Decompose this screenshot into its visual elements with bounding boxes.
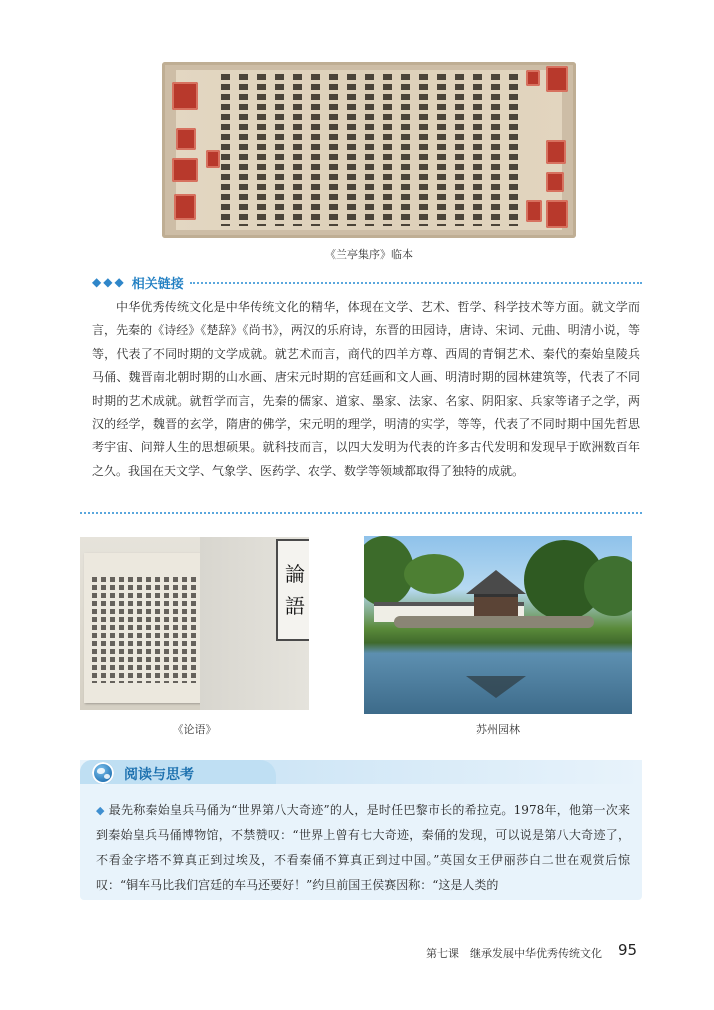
calligraphy-column [455, 74, 464, 226]
book-cover [200, 537, 309, 710]
globe-icon [92, 762, 114, 784]
seal-stamp [546, 172, 564, 192]
reading-paragraph [96, 798, 630, 898]
dotted-divider [190, 282, 642, 284]
diamond-icon: ◆◆◆ [92, 275, 126, 289]
book-title-char: 論 [285, 562, 305, 586]
pavilion-reflection [466, 676, 526, 698]
tree [404, 554, 464, 594]
book-title-char: 語 [285, 594, 305, 618]
rocks [394, 616, 594, 628]
book-page [84, 553, 204, 703]
calligraphy-column [221, 74, 230, 226]
calligraphy-column [491, 74, 500, 226]
seal-stamp [546, 200, 568, 228]
calligraphy-column [275, 74, 284, 226]
calligraphy-column [401, 74, 410, 226]
seal-stamp [546, 66, 568, 92]
seal-stamp [174, 194, 196, 220]
seal-stamp [176, 128, 196, 150]
seal-stamp [172, 82, 198, 110]
footer-lesson-title: 第七课 继承发展中华优秀传统文化 [426, 947, 602, 960]
lunyu-caption: 《论语》 [172, 723, 217, 736]
calligraphy-column [239, 74, 248, 226]
dotted-divider [80, 512, 642, 514]
calligraphy-column [383, 74, 392, 226]
calligraphy-column [257, 74, 266, 226]
related-link-title: 相关链接 [131, 276, 184, 292]
reading-title: 阅读与思考 [124, 767, 194, 783]
seal-stamp [172, 158, 198, 182]
garden-caption: 苏州园林 [476, 723, 520, 736]
calligraphy-caption: 《兰亭集序》临本 [325, 248, 413, 261]
reading-text: 最先称秦始皇兵马俑为“世界第八大奇迹”的人，是时任巴黎市长的希拉克。1978年，他第一次来到秦始皇兵马俑博物馆，不禁赞叹：“世界上曾有七大奇迹，秦俑的发现，可以说是第八大奇迹了，不看金字塔不算真正到过埃及，不看秦俑不算真正到过中国。”英国女王伊丽莎白二世在观赏后惊叹：“铜车马比我们宫廷的车马还要好！”约旦前国王侯赛因称：“这是人类的 [96, 803, 630, 892]
calligraphy-column [419, 74, 428, 226]
calligraphy-column [347, 74, 356, 226]
seal-stamp [546, 140, 566, 164]
calligraphy-column [509, 74, 518, 226]
seal-stamp [526, 200, 542, 222]
book-title-label [276, 539, 309, 641]
calligraphy-column [329, 74, 338, 226]
calligraphy-column [365, 74, 374, 226]
page-number: 95 [618, 941, 638, 959]
calligraphy-column [293, 74, 302, 226]
calligraphy-column [311, 74, 320, 226]
seal-stamp [206, 150, 220, 168]
related-link-header [92, 272, 642, 292]
lunyu-image [80, 537, 309, 710]
pavilion-roof [466, 570, 526, 594]
seal-stamp [526, 70, 540, 86]
suzhou-garden-image [364, 536, 632, 714]
calligraphy-image [162, 62, 576, 238]
diamond-bullet-icon: ◆ [96, 804, 105, 817]
related-link-paragraph: 中华优秀传统文化是中华传统文化的精华，体现在文学、艺术、哲学、科学技术等方面。就文学而言，先秦的《诗经》《楚辞》《尚书》，两汉的乐府诗，东晋的田园诗，唐诗、宋词、元曲、明清小说，等等，代表了不同时期的文学成就。就艺术而言，商代的四羊方尊、西周的青铜艺术、秦代的秦始皇陵兵马俑、魏晋南北朝时期的山水画、唐宋元时期的宫廷画和文人画、明清时期的园林建筑等，代表了不同时期的艺术成就。就哲学而言，先秦的儒家、道家、墨家、法家、名家、阴阳家、兵家等诸子之学，两汉的经学，魏晋的玄学，隋唐的佛学，宋元明的理学，明清的实学，等等，代表了不同时期中国先哲思考宇宙、问辩人生的思想硕果。就科技而言，以四大发明为代表的许多古代发明和发现早于欧洲数百年之久。我国在天文学、气象学、医药学、农学、数学等领域都取得了独特的成就。 [92, 300, 640, 478]
calligraphy-column [473, 74, 482, 226]
calligraphy-column [437, 74, 446, 226]
calligraphy-paper [176, 70, 562, 230]
